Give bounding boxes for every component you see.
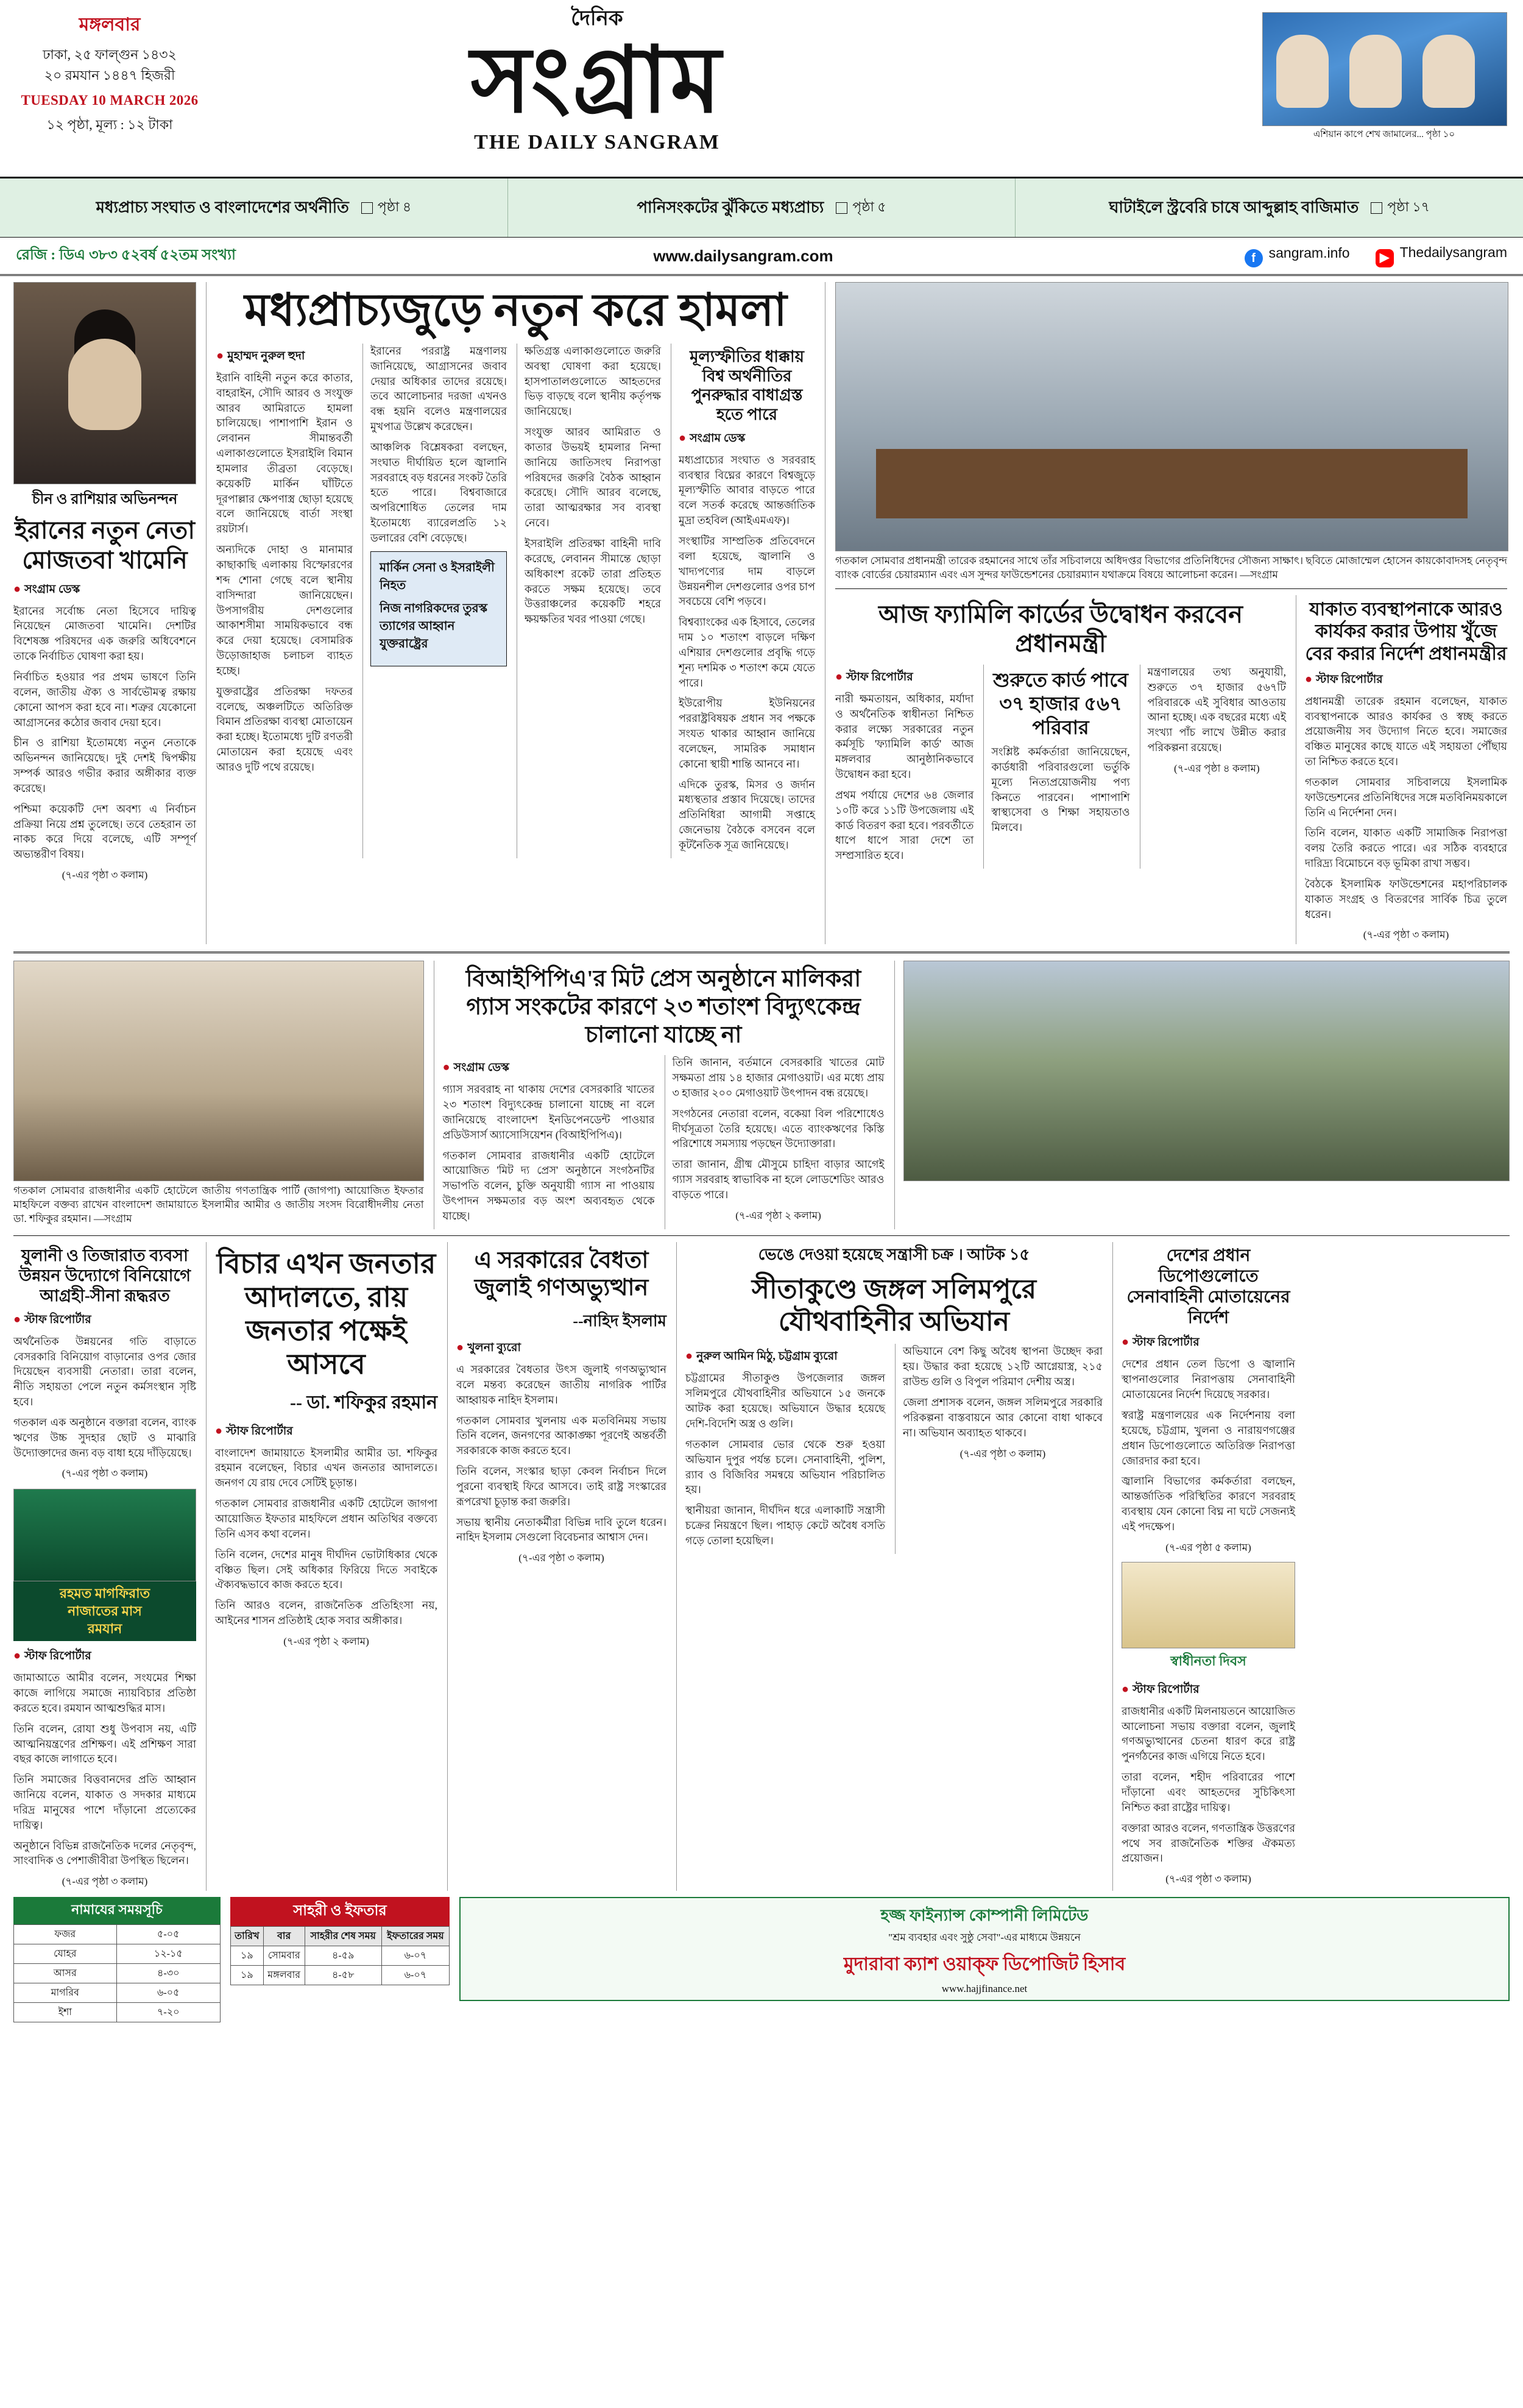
lead2-para-3: ইউরোপীয় ইউনিয়নের পররাষ্ট্রবিষয়ক প্রধান সব পক্ষকে সংযত থাকার আহ্বান জানিয়ে বলেছেন, সামরিক সমাধান কোনো স্থায়ী শান্তি আনবে না। xyxy=(679,697,815,770)
top-section xyxy=(13,282,1510,944)
masthead-date-bn: ঢাকা, ২৫ ফাল্গুন ১৪৩২ xyxy=(43,46,177,62)
left-bottom-para-1: তিনি বলেন, রোযা শুধু উপবাস নয়, এটি আত্মনিয়ন্ত্রণের প্রশিক্ষণ। এই প্রশিক্ষণ সারা বছর কাজে লাগাতে হবে। xyxy=(13,1722,196,1765)
justice-para-0: বাংলাদেশ জামায়াতে ইসলামীর আমীর ডা. শফিকুর রহমান বলেছেন, বিচার এখন জনতার আদালতে। জনগণ যে রায় দেবে সেটিই চূড়ান্ত। xyxy=(215,1446,437,1489)
lead-headline: মধ্যপ্রাচ্যজুড়ে নতুন করে হামলা xyxy=(244,286,787,336)
army-para-2: জ্বালানি বিভাগের কর্মকর্তারা বলছেন, আন্তর্জাতিক পরিস্থিতির কারণে সরবরাহ ব্যবস্থায় যেন কোনো বিঘ্ন না ঘটে সেজন্যই এই পদক্ষেপ। xyxy=(1122,1475,1295,1533)
namaz-table-block xyxy=(13,1897,221,2022)
pm-directive-para-3: বৈঠকে ইসলামিক ফাউন্ডেশনের মহাপরিচালক যাকাত সংগ্রহ ও বিতরণের সার্বিক চিত্র তুলে ধরেন। xyxy=(1305,877,1507,920)
teaser-item-2[interactable] xyxy=(1016,178,1523,237)
sitakunda-continued: (৭-এর পৃষ্ঠা ৩ কলাম) xyxy=(959,1447,1046,1460)
lead2-para-2: ইসরাইলি প্রতিরক্ষা বাহিনী দাবি করেছে, লেবানন সীমান্তে ছোড়া অধিকাংশ রকেট তারা প্রতিহত করতে সক্ষম হয়েছে। তবে উত্তরাঞ্চলের কয়েকটি শহরে ক্ষয়ক্ষতির খবর পাওয়া গেছে। xyxy=(525,537,661,626)
lead-col-2 xyxy=(517,344,661,858)
table-row: যোহর ১২-১৫ xyxy=(14,1944,221,1964)
top-right-block xyxy=(825,282,1507,944)
bottom-bar xyxy=(13,1897,1510,2022)
justice-para-1: গতকাল সোমবার রাজধানীর একটি হোটেলে জাগপা আয়োজিত ইফতার মাহফিলে প্রধান অতিথির বক্তব্যে তিনি এসব কথা বলেন। xyxy=(215,1497,437,1540)
sehri-table xyxy=(230,1926,450,1985)
checkbox-icon xyxy=(361,202,373,214)
cleric-byline: ● সংগ্রাম ডেস্ক xyxy=(13,582,80,596)
sehri-table-block xyxy=(230,1897,450,2022)
sitakunda-col-1 xyxy=(895,1344,1103,1553)
meeting-photo xyxy=(835,282,1508,551)
lead-article xyxy=(206,282,815,944)
ramadan-ad-text: রহমত মাগফিরাত নাজাতের মাস রমযান xyxy=(13,1581,196,1641)
facebook-icon: f xyxy=(1245,249,1263,267)
right-bottom-para-2: বক্তারা আরও বলেন, গণতান্ত্রিক উত্তরণের পথে সব রাজনৈতিক শক্তির ঐকমত্য প্রয়োজন। xyxy=(1122,1821,1295,1865)
family-card-para-3: মন্ত্রণালয়ের তথ্য অনুযায়ী, শুরুতে ৩৭ হাজার ৫৬৭টি পরিবারকে এই সুবিধার আওতায় আনা হচ্ছে। এক বছরের মধ্যে এই সংখ্যা পাঁচ লাখে উন্নীত করার পরিকল্পনা রয়েছে। xyxy=(1147,665,1286,754)
sehri-col-3: ইফতারের সময় xyxy=(381,1927,449,1946)
hajj-ad-line2: "শ্রম ব্যবহার এবং সুষ্ঠু সেবা"-এর মাধ্যমে উন্নয়নে xyxy=(888,1932,1081,1944)
sitakunda-col-0 xyxy=(685,1344,885,1553)
lead-highlight-box xyxy=(370,551,507,666)
bippa-para-2: তিনি জানান, বর্তমানে বেসরকারি খাতের মোট সক্ষমতা প্রায় ১৪ হাজার মেগাওয়াট। এর মধ্যে প্রায় ৩ হাজার ২০০ মেগাওয়াট উৎপাদন বন্ধ রয়েছে। xyxy=(672,1056,885,1099)
masthead-title-en: THE DAILY SANGRAM xyxy=(474,130,720,154)
sitakunda-para-1: গতকাল সোমবার ভোর থেকে শুরু হওয়া অভিযান দুপুর পর্যন্ত চলে। সেনাবাহিনী, পুলিশ, র‍্যাব ও বিজিবির সমন্বয়ে অভিযান পরিচালিত হয়। xyxy=(685,1438,885,1496)
pm-directive-para-2: তিনি বলেন, যাকাত একটি সামাজিক নিরাপত্তা বলয় তৈরি করতে পারে। এর সঠিক ব্যবহারে দারিদ্র্য বিমোচনে বড় ভূমিকা রাখা সম্ভব। xyxy=(1305,827,1507,870)
ramadan-ad-image xyxy=(13,1489,196,1581)
sitakunda-byline: ● নুরুল আমিন মিঠু, চট্টগ্রাম ব্যুরো xyxy=(685,1349,838,1363)
lead-byline: ● মুহাম্মদ নুরুল হুদা xyxy=(216,348,305,362)
masthead-hijri: ২০ রমযান ১৪৪৭ হিজরী xyxy=(44,67,175,83)
bippa-para-4: তারা জানান, গ্রীষ্ম মৌসুমে চাহিদা বাড়ার আগেই গ্যাস সরবরাহ স্বাভাবিক না হলে লোডশেডিং আরও বাড়তে পারে। xyxy=(672,1158,885,1201)
sitakunda-headline: সীতাকুণ্ডে জঙ্গল সলিমপুরে যৌথবাহিনীর অভিযান xyxy=(751,1274,1037,1336)
pm-directive-byline: ● স্টাফ রিপোর্টার xyxy=(1305,672,1383,686)
inflation-para-2: বিশ্বব্যাংকের এক হিসাবে, তেলের দাম ১০ শতাংশ বাড়লে দক্ষিণ এশিয়ার দেশগুলোর প্রবৃদ্ধি গড়ে শূন্য দশমিক ৩ শতাংশ কমে যেতে পারে। xyxy=(679,616,815,689)
family-card-byline: ● স্টাফ রিপোর্টার xyxy=(835,669,913,683)
nahid-continued: (৭-এর পৃষ্ঠা ৩ কলাম) xyxy=(518,1552,604,1564)
top-right-columns xyxy=(835,595,1507,945)
justice-quote-attribution: -- ডা. শফিকুর রহমান xyxy=(289,1392,437,1413)
cleric-continued: (৭-এর পৃষ্ঠা ৩ কলাম) xyxy=(62,869,148,881)
table-row: ইশা ৭-২০ xyxy=(14,2003,221,2022)
teaser-page: পৃষ্ঠা ৪ xyxy=(361,197,411,219)
masthead-day: মঙ্গলবার xyxy=(79,15,141,35)
lower-section xyxy=(13,1242,1510,1891)
family-card-continued: (৭-এর পৃষ্ঠা ৪ কলাম) xyxy=(1174,762,1260,774)
cleric-kicker: চীন ও রাশিয়ার অভিনন্দন xyxy=(32,492,178,507)
lead-col-0 xyxy=(216,344,353,858)
sitakunda-kicker: ভেঙে দেওয়া হয়েছে সন্ত্রাসী চক্র । আটক ১৫ xyxy=(758,1245,1030,1263)
masthead-title-block xyxy=(207,2,987,154)
sehri-col-0: তারিখ xyxy=(231,1927,264,1946)
namaz-table xyxy=(13,1924,221,2022)
right-bottom-column xyxy=(1112,1242,1295,1891)
bippa-continued: (৭-এর পৃষ্ঠা ২ কলাম) xyxy=(735,1209,821,1221)
bippa-byline: ● সংগ্রাম ডেস্ক xyxy=(442,1061,509,1075)
cleric-para-1: নির্বাচিত হওয়ার পর প্রথম ভাষণে তিনি বলেন, জাতীয় ঐক্য ও সার্বভৌমত্ব রক্ষায় কোনো আপস করা হবে না। শত্রুর যেকোনো আগ্রাসনের কঠোর জবাব দেয়া হবে। xyxy=(13,670,196,729)
justice-continued: (৭-এর পৃষ্ঠা ২ কলাম) xyxy=(283,1635,369,1647)
hall-photo xyxy=(13,961,424,1181)
website-link[interactable]: www.dailysangram.com xyxy=(653,246,833,265)
table-row: আসর ৪-৩০ xyxy=(14,1964,221,1983)
family-card-para-1: প্রথম পর্যায়ে দেশের ৬৪ জেলার ১০টি করে ১১টি উপজেলায় এই কার্ড বিতরণ করা হবে। পরবর্তীতে ধাপে ধাপে সারা দেশে তা সম্প্রসারিত হবে। xyxy=(835,788,974,862)
info-bar xyxy=(0,238,1523,276)
sehri-title: সাহরী ও ইফতার xyxy=(230,1897,450,1926)
family-card-col-0 xyxy=(835,665,974,869)
hajj-ad-url[interactable]: www.hajjfinance.net xyxy=(941,1983,1028,1995)
nahid-para-0: এ সরকারের বৈধতার উৎস জুলাই গণঅভ্যুত্থান বলে মন্তব্য করেছেন জাতীয় নাগরিক পার্টির আহ্বায়ক নাহিদ ইসলাম। xyxy=(456,1363,666,1406)
nahid-para-1: গতকাল সোমবার খুলনায় এক মতবিনিময় সভায় তিনি বলেন, জনগণের আকাঙ্ক্ষা পূরণেই অন্তর্বর্তী সরকারকে কাজ করতে হবে। xyxy=(456,1414,666,1457)
lead-para-2: যুক্তরাষ্ট্রের প্রতিরক্ষা দফতর বলেছে, অঞ্চলটিতে অতিরিক্ত বিমান প্রতিরক্ষা ব্যবস্থা মোতায়েন করা হচ্ছে। ইতোমধ্যে দুটি রণতরী মোতায়েন করা হয়েছে এবং আরও দুটি পথে রয়েছে। xyxy=(216,685,353,773)
youtube-icon: ▶ xyxy=(1376,249,1394,267)
masthead xyxy=(0,0,1523,178)
hajj-ad-line1: হজ্জ ফাইন্যান্স কোম্পানী লিমিটেড xyxy=(880,1907,1089,1925)
family-card-headline: আজ ফ্যামিলি কার্ডের উদ্বোধন করবেন প্রধানমন্ত্রী xyxy=(878,600,1243,657)
left-bottom-continued: (৭-এর পৃষ্ঠা ৩ কলাম) xyxy=(62,1876,148,1888)
cleric-para-2: চীন ও রাশিয়া ইতোমধ্যে নতুন নেতাকে অভিনন্দন জানিয়েছে। দুই দেশই দ্বিপক্ষীয় সম্পর্ক আরও গভীর করার অঙ্গীকার ব্যক্ত করেছে। xyxy=(13,736,196,794)
lead-box-item-0: মার্কিন সেনা ও ইসরাইলী নিহত xyxy=(380,560,495,592)
teaser-item-1[interactable] xyxy=(508,178,1016,237)
lead2-para-4: এদিকে তুরস্ক, মিসর ও জর্দান মধ্যস্থতার প্রস্তাব দিয়েছে। তাদের প্রতিনিধিরা আগামী সপ্তাহে জেনেভায় বৈঠকে বসবেন বলে কূটনৈতিক সূত্র জানিয়েছে। xyxy=(679,778,815,851)
zakat-box-para-1: গতকাল এক অনুষ্ঠানে বক্তারা বলেন, ব্যাংক ঋণের উচ্চ সুদহার ছোট ও মাঝারি উদ্যোক্তাদের জন্য বড় বাধা হয়ে দাঁড়িয়েছে। xyxy=(13,1416,196,1459)
bippa-article xyxy=(434,961,885,1229)
lead-col-1 xyxy=(362,344,507,858)
bippa-para-3: সংগঠনের নেতারা বলেন, বকেয়া বিল পরিশোধেও দীর্ঘসূত্রতা তৈরি হয়েছে। এতে ব্যাংকঋণের কিস্তি পরিশোধে সমস্যায় পড়ছেন উদ্যোক্তারা। xyxy=(672,1107,885,1150)
cleric-headline: ইরানের নতুন নেতা মোজতবা খামেনি xyxy=(15,517,195,574)
sitakunda-para-2: স্থানীয়রা জানান, দীর্ঘদিন ধরে এলাকাটি সন্ত্রাসী চক্রের নিয়ন্ত্রণে ছিল। পাহাড় কেটে অবৈধ বসতি গড়ে তোলা হয়েছিল। xyxy=(685,1504,885,1547)
family-card-para-2: সংশ্লিষ্ট কর্মকর্তারা জানিয়েছেন, কার্ডধারী পরিবারগুলো ভর্তুকি মূল্যে নিত্যপ্রয়োজনীয় পণ্য কিনতে পারবেন। পাশাপাশি স্বাস্থ্যসেবা ও শিক্ষা সহায়তাও মিলবে। xyxy=(991,745,1130,834)
masthead-photo xyxy=(1262,12,1507,126)
left-bottom-para-3: অনুষ্ঠানে বিভিন্ন রাজনৈতিক দলের নেতৃবৃন্দ, সাংবাদিক ও পেশাজীবীরা উপস্থিত ছিলেন। xyxy=(13,1839,196,1867)
family-card-para-0: নারী ক্ষমতায়ন, অধিকার, মর্যাদা ও অর্থনৈতিক স্বাধীনতা নিশ্চিত করার লক্ষ্যে সরকারের নতুন কর্মসূচি 'ফ্যামিলি কার্ড' আজ মঙ্গলবার আনুষ্ঠানিকভাবে উদ্বোধন করা হবে। xyxy=(835,692,974,781)
bippa-col-1 xyxy=(665,1055,885,1229)
pm-directive-para-1: গতকাল সোমবার সচিবালয়ে ইসলামিক ফাউন্ডেশনের প্রতিনিধিদের সঙ্গে মতবিনিময়কালে তিনি এ নির্দেশনা দেন। xyxy=(1305,775,1507,819)
teaser-bar xyxy=(0,178,1523,238)
cleric-photo xyxy=(13,282,196,484)
lead-para-1: অন্যদিকে দোহা ও মানামার কাছাকাছি এলাকায় বিস্ফোরণের শব্দ শোনা গেছে বলে স্থানীয় বাসিন্দারা জানিয়েছেন। উপসাগরীয় দেশগুলোর আকাশসীমা সাময়িকভাবে বন্ধ করে দেয়া হয়েছে। বেসামরিক উড়োজাহাজ চলাচল ব্যাহত হচ্ছে। xyxy=(216,543,353,677)
sehri-col-2: সাহরীর শেষ সময় xyxy=(305,1927,381,1946)
army-photo-block xyxy=(894,961,1510,1229)
middle-section xyxy=(13,961,1510,1229)
teaser-title: মধ্যপ্রাচ্য সংঘাত ও বাংলাদেশের অর্থনীতি xyxy=(96,199,349,217)
family-card-col-1 xyxy=(983,665,1129,869)
hajj-finance-ad[interactable] xyxy=(459,1897,1510,2022)
family-card-subhead: শুরুতে কার্ড পাবে ৩৭ হাজার ৫৬৭ পরিবার xyxy=(993,668,1128,738)
masthead-edition: দৈনিক xyxy=(571,7,623,30)
pm-directive-para-0: প্রধানমন্ত্রী তারেক রহমান বলেছেন, যাকাত ব্যবস্থাপনাকে আরও কার্যকর ও স্বচ্ছ করতে প্রয়োজনীয় সব উদ্যোগ নিতে হবে। সমাজের বঞ্চিত মানুষের কাছে যাতে এই সহায়তা পৌঁছায় তা নিশ্চিত করতে হবে। xyxy=(1305,694,1507,768)
sehri-col-1: বার xyxy=(263,1927,305,1946)
lead-para-4: আঞ্চলিক বিশ্লেষকরা বলছেন, সংঘাত দীর্ঘায়িত হলে জ্বালানি সরবরাহে বড় ধরনের সংকট তৈরি হতে পারে। বিশ্ববাজারে অপরিশোধিত তেলের দাম ইতোমধ্যে ব্যারেলপ্রতি ১২ ডলারের বেশি বেড়েছে। xyxy=(370,440,507,544)
army-photo xyxy=(903,961,1510,1181)
right-bottom-byline: ● স্টাফ রিপোর্টার xyxy=(1122,1682,1200,1696)
right-bottom-para-0: রাজধানীর একটি মিলনায়তনে আয়োজিত আলোচনা সভায় বক্তারা বলেন, জুলাই গণঅভ্যুত্থানের চেতনা ধারণ করে রাষ্ট্র পুনর্গঠনের কাজ এগিয়ে নিতে হবে। xyxy=(1122,1704,1295,1763)
family-card-col-2 xyxy=(1140,665,1286,869)
cleric-para-3: পশ্চিমা কয়েকটি দেশ অবশ্য এ নির্বাচন প্রক্রিয়া নিয়ে প্রশ্ন তুলেছে। তবে তেহরান তা নাকচ করে দিয়ে বলেছে, এটি সম্পূর্ণ অভ্যন্তরীণ বিষয়। xyxy=(13,802,196,861)
justice-para-2: তিনি বলেন, দেশের মানুষ দীর্ঘদিন ভোটাধিকার থেকে বঞ্চিত ছিল। সেই অধিকার ফিরিয়ে দিতে সবাইকে ঐক্যবদ্ধভাবে কাজ করতে হবে। xyxy=(215,1548,437,1591)
hall-photo-block xyxy=(13,961,424,1229)
youtube-link[interactable]: ▶ Thedailysangram xyxy=(1376,244,1507,267)
left-bottom-column xyxy=(13,1242,196,1891)
justice-para-3: তিনি আরও বলেন, রাজনৈতিক প্রতিহিংসা নয়, আইনের শাসন প্রতিষ্ঠাই হোক সবার অঙ্গীকার। xyxy=(215,1599,437,1627)
checkbox-icon xyxy=(836,202,847,214)
army-para-0: দেশের প্রধান তেল ডিপো ও জ্বালানি স্থাপনাগুলোর নিরাপত্তায় সেনাবাহিনী মোতায়েনের নির্দেশ দিয়েছে সরকার। xyxy=(1122,1358,1295,1401)
masthead-photo-caption: এশিয়ান কাপে শেখ জামালের... পৃষ্ঠা ১০ xyxy=(1313,130,1455,139)
army-para-1: স্বরাষ্ট্র মন্ত্রণালয়ের এক নির্দেশনায় বলা হয়েছে, চট্টগ্রাম, খুলনা ও নারায়ণগঞ্জের প্রধান ডিপোগুলোতে অতিরিক্ত নিরাপত্তা জোরদার করা হবে। xyxy=(1122,1409,1295,1467)
army-headline: দেশের প্রধান ডিপোগুলোতে সেনাবাহিনী মোতায়েনের নির্দেশ xyxy=(1126,1246,1290,1328)
sitakunda-para-3: অভিযানে বেশ কিছু অবৈধ স্থাপনা উচ্ছেদ করা হয়। উদ্ধার করা হয়েছে ১২টি আগ্নেয়াস্ত্র, ২১৫ রাউন্ড গুলি ও বিপুল পরিমাণ দেশীয় অস্ত্র। xyxy=(903,1345,1103,1388)
lead2-para-0: ক্ষতিগ্রস্ত এলাকাগুলোতে জরুরি অবস্থা ঘোষণা করা হয়েছে। হাসপাতালগুলোতে আহতদের ভিড় বাড়ছে বলে স্থানীয় কর্তৃপক্ষ জানিয়েছে। xyxy=(525,344,661,418)
inflation-para-0: মধ্যপ্রাচ্যের সংঘাত ও সরবরাহ ব্যবস্থার বিঘ্নের কারণে বিশ্বজুড়ে মূল্যস্ফীতি আবার বাড়তে পারে বলে সতর্ক করেছে আন্তর্জাতিক মুদ্রা তহবিল (আইএমএফ)। xyxy=(679,453,815,527)
masthead-title-bn: সংগ্রাম xyxy=(470,30,724,132)
right-bottom-continued: (৭-এর পৃষ্ঠা ৩ কলাম) xyxy=(1165,1873,1251,1885)
table-row: মাগরিব ৬-০৫ xyxy=(14,1983,221,2003)
cleric-article xyxy=(13,282,196,944)
inflation-para-1: সংস্থাটির সাম্প্রতিক প্রতিবেদনে বলা হয়েছে, জ্বালানি ও খাদ্যপণ্যের দাম বাড়লে উন্নয়নশীল দেশগুলোর ওপর চাপ সবচেয়ে বেশি পড়বে। xyxy=(679,534,815,608)
bippa-para-1: গতকাল সোমবার রাজধানীর একটি হোটেলে আয়োজিত 'মিট দ্য প্রেস' অনুষ্ঠানে সংগঠনটির সভাপতি বলেন, চুক্তি অনুযায়ী গ্যাস না পাওয়ায় উৎপাদন সক্ষমতার বড় অংশ অব্যবহৃত থেকে যাচ্ছে। xyxy=(442,1149,655,1222)
zakat-box-para-0: অর্থনৈতিক উন্নয়নের গতি বাড়াতে বেসরকারি বিনিয়োগ বাড়ানোর ওপর জোর দিয়েছেন ব্যবসায়ী নেতারা। তারা বলেন, নীতি সহায়তা পেলে নতুন কর্মসংস্থান সৃষ্টি হবে। xyxy=(13,1335,196,1408)
nahid-article xyxy=(447,1242,666,1891)
sitakunda-para-4: জেলা প্রশাসক বলেন, জঙ্গল সলিমপুরে সরকারি পরিকল্পনা বাস্তবায়নে আর কোনো বাধা থাকবে না। অভিযান অব্যাহত থাকবে। xyxy=(903,1396,1103,1439)
teaser-title: ঘাটাইলে স্ট্রবেরি চাষে আব্দুল্লাহ বাজিমাত xyxy=(1109,199,1359,217)
lead2-para-1: সংযুক্ত আরব আমিরাত ও কাতার উভয়ই হামলার নিন্দা জানিয়ে জাতিসংঘ নিরাপত্তা পরিষদের জরুরি বৈঠক আহ্বান করেছে। সৌদি আরব বলেছে, তারা আত্মরক্ষার সব ব্যবস্থা নেবে। xyxy=(525,426,661,529)
teaser-title: পানিসংকটের ঝুঁকিতে মধ্যপ্রাচ্য xyxy=(637,199,824,217)
social-links xyxy=(1081,244,1507,267)
pm-directive-continued: (৭-এর পৃষ্ঠা ৩ কলাম) xyxy=(1363,929,1449,941)
masthead-photo-block xyxy=(1262,12,1506,141)
facebook-link[interactable]: f sangram.info xyxy=(1245,245,1350,267)
bippa-headline: বিআইপিপিএ'র মিট প্রেস অনুষ্ঠানে মালিকরা গ্যাস সংকটের কারণে ২৩ শতাংশ বিদ্যুৎকেন্দ্র চালানো যাচ্ছে না xyxy=(465,966,861,1048)
sitakunda-para-0: চট্টগ্রামের সীতাকুণ্ড উপজেলার জঙ্গল সলিমপুরে যৌথবাহিনীর অভিযানে ১৫ জনকে আটক করা হয়েছে। অভিযানে উদ্ধার হয়েছে দেশি-বিদেশি অস্ত্র ও গুলি। xyxy=(685,1372,885,1430)
cleric-para-0: ইরানের সর্বোচ্চ নেতা হিসেবে দায়িত্ব নিয়েছেন মোজতবা খামেনি। দেশটির বিশেষজ্ঞ পরিষদের এক জরুরি অধিবেশনে তাকে নির্বাচিত ঘোষণা করা হয়। xyxy=(13,604,196,663)
nahid-quote-attribution: --নাহিদ ইসলাম xyxy=(573,1312,666,1330)
left-bottom-byline: ● স্টাফ রিপোর্টার xyxy=(13,1649,91,1663)
inflation-byline: ● সংগ্রাম ডেস্ক xyxy=(679,431,746,445)
masthead-date-en: TUESDAY 10 MARCH 2026 xyxy=(21,92,199,108)
pm-directive-article xyxy=(1296,595,1507,945)
bippa-para-0: গ্যাস সরবরাহ না থাকায় দেশের বেসরকারি খাতের ২৩ শতাংশ বিদ্যুৎকেন্দ্র চালানো যাচ্ছে না বলে জানিয়েছে বাংলাদেশ ইনডিপেনডেন্ট পাওয়ার প্রডিউসার্স অ্যাসোসিয়েশন (বিআইপিপিএ)। xyxy=(442,1083,655,1141)
flag-ad-text: স্বাধীনতা দিবস xyxy=(1170,1653,1246,1668)
nahid-para-2: তিনি বলেন, সংস্কার ছাড়া কেবল নির্বাচন দিলে পুরনো ব্যবস্থাই ফিরে আসবে। তাই রাষ্ট্র সংস্কারের রূপরেখা চূড়ান্ত করা জরুরি। xyxy=(456,1465,666,1508)
meeting-photo-caption: গতকাল সোমবার প্রধানমন্ত্রী তারেক রহমানের সাথে তাঁর সচিবালয়ে অধিদপ্তর বিভাগের প্রতিনিধিদের সৌজন্য সাক্ষাৎ। ছবিতে মোজাম্মেল হোসেন কায়কোবাদসহ নেতৃবৃন্দ ব্যাংক বোর্ডের চেয়ারম্যান এবং এস সুন্দর ফাউন্ডেশনের চেয়ারম্যান যথাক্রমে বিষয়ে আলোচনা করেন। —সংগ্রাম xyxy=(835,555,1507,581)
lead-col-3 xyxy=(671,344,815,858)
right-bottom-para-1: তারা বলেন, শহীদ পরিবারের পাশে দাঁড়ানো এবং আহতদের সুচিকিৎসা নিশ্চিত করা রাষ্ট্রের দায়িত্ব। xyxy=(1122,1771,1295,1813)
pm-directive-headline: যাকাত ব্যবস্থাপনাকে আরও কার্যকর করার উপায় খুঁজে বের করার নির্দেশ প্রধানমন্ত্রীর xyxy=(1305,599,1507,665)
zakat-box-headline: যুলানী ও তিজারাত ব্যবসা উন্নয়ন উদ্যোগে বিনিয়োগে আগ্রহী-সীনা রূদ্ধরত xyxy=(19,1246,191,1305)
inflation-headline: মূল্যস্ফীতির ধাক্কায় বিশ্ব অর্থনীতির পুনরুদ্ধার বাধাগ্রস্ত হতে পারে xyxy=(690,347,804,424)
army-byline: ● স্টাফ রিপোর্টার xyxy=(1122,1335,1200,1349)
checkbox-icon xyxy=(1371,202,1382,214)
masthead-pages-price: ১২ পৃষ্ঠা, মূল্য : ১২ টাকা xyxy=(46,117,173,133)
teaser-page: পৃষ্ঠা ১৭ xyxy=(1371,197,1430,219)
nahid-headline: এ সরকারের বৈধতা জুলাই গণঅভ্যুত্থান xyxy=(474,1247,649,1301)
nahid-byline: ● খুলনা ব্যুরো xyxy=(456,1341,521,1355)
justice-article xyxy=(206,1242,437,1891)
registration-info: রেজি : ডিএ ৩৮৩ ৫২বর্ষ ৫২তম সংখ্যা xyxy=(16,247,236,263)
teaser-item-0[interactable] xyxy=(0,178,508,237)
sitakunda-article xyxy=(676,1242,1103,1891)
table-row: ১৯ মঙ্গলবার ৪-৫৮ ৬-০৭ xyxy=(231,1966,450,1985)
table-row: ফজর ৫-০৫ xyxy=(14,1925,221,1944)
zakat-box-continued: (৭-এর পৃষ্ঠা ৩ কলাম) xyxy=(62,1467,148,1480)
flag-ad-image xyxy=(1122,1562,1295,1648)
justice-headline: বিচার এখন জনতার আদালতে, রায় জনতার পক্ষেই আসবে xyxy=(216,1248,436,1380)
hall-photo-caption: গতকাল সোমবার রাজধানীর একটি হোটেলে জাতীয় গণতান্ত্রিক পার্টি (জাগপা) আয়োজিত ইফতার মাহফিলে বক্তব্য রাখেন বাংলাদেশ জামায়াতে ইসলামীর আমীর ও জাতীয় সংসদ বিরোধীদলীয় নেতা ডা. শফিকুর রহমান। —সংগ্রাম xyxy=(13,1185,424,1225)
lead-columns xyxy=(216,344,815,858)
namaz-title: নামাযের সময়সূচি xyxy=(13,1897,221,1924)
family-card-article xyxy=(835,595,1286,945)
teaser-page: পৃষ্ঠা ৫ xyxy=(836,197,886,219)
nahid-para-3: সভায় স্থানীয় নেতাকর্মীরা বিভিন্ন দাবি তুলে ধরেন। নাহিদ ইসলাম সেগুলো বিবেচনার আশ্বাস দেন। xyxy=(456,1516,666,1544)
lead-para-0: ইরানি বাহিনী নতুন করে কাতার, বাহরাইন, সৌদি আরব ও সংযুক্ত আরব আমিরাতে হামলা চালিয়েছে। পাশাপাশি ইরান ও লেবানন সীমান্তবর্তী এলাকাগুলোতে ইসরাইলি বিমান হামলার তীব্রতা বেড়েছে। কয়েকটি মার্কিন ঘাঁটিতে দূরপাল্লার ক্ষেপণাস্ত্র ছোড়া হয়েছে বলে জানিয়েছে বার্তা সংস্থা রয়টার্স। xyxy=(216,371,353,535)
justice-byline: ● স্টাফ রিপোর্টার xyxy=(215,1424,293,1438)
masthead-dateblock xyxy=(18,11,201,135)
bippa-col-0 xyxy=(443,1055,655,1229)
army-continued: (৭-এর পৃষ্ঠা ৫ কলাম) xyxy=(1165,1541,1251,1553)
table-row: ১৯ সোমবার ৪-৫৯ ৬-০৭ xyxy=(231,1946,450,1966)
left-bottom-para-0: জামাআতে আমীর বলেন, সংযমের শিক্ষা কাজে লাগিয়ে সমাজে ন্যায়বিচার প্রতিষ্ঠা করতে হবে। রমযান আত্মশুদ্ধির মাস। xyxy=(13,1672,196,1714)
hajj-ad-line3: মুদারাবা ক্যাশ ওয়াক্ফ ডিপোজিট হিসাব xyxy=(843,1954,1126,1975)
left-bottom-para-2: তিনি সমাজের বিত্তবানদের প্রতি আহ্বান জানিয়ে বলেন, যাকাত ও সদকার মাধ্যমে দরিদ্র মানুষের পাশে দাঁড়ানো প্রত্যেকের দায়িত্ব। xyxy=(13,1773,196,1831)
lead-box-item-1: নিজ নাগরিকদের তুরস্ক ত্যাগের আহ্বান যুক্তরাষ্ট্রের xyxy=(380,601,488,651)
zakat-box-byline: ● স্টাফ রিপোর্টার xyxy=(13,1312,91,1326)
lead-para-3: ইরানের পররাষ্ট্র মন্ত্রণালয় জানিয়েছে, আগ্রাসনের জবাব দেয়ার অধিকার তাদের রয়েছে। তবে আলোচনার দরজা এখনও বন্ধ হয়নি বলেও মন্ত্রণালয়ের মুখপাত্র উল্লেখ করেছেন। xyxy=(370,344,507,433)
